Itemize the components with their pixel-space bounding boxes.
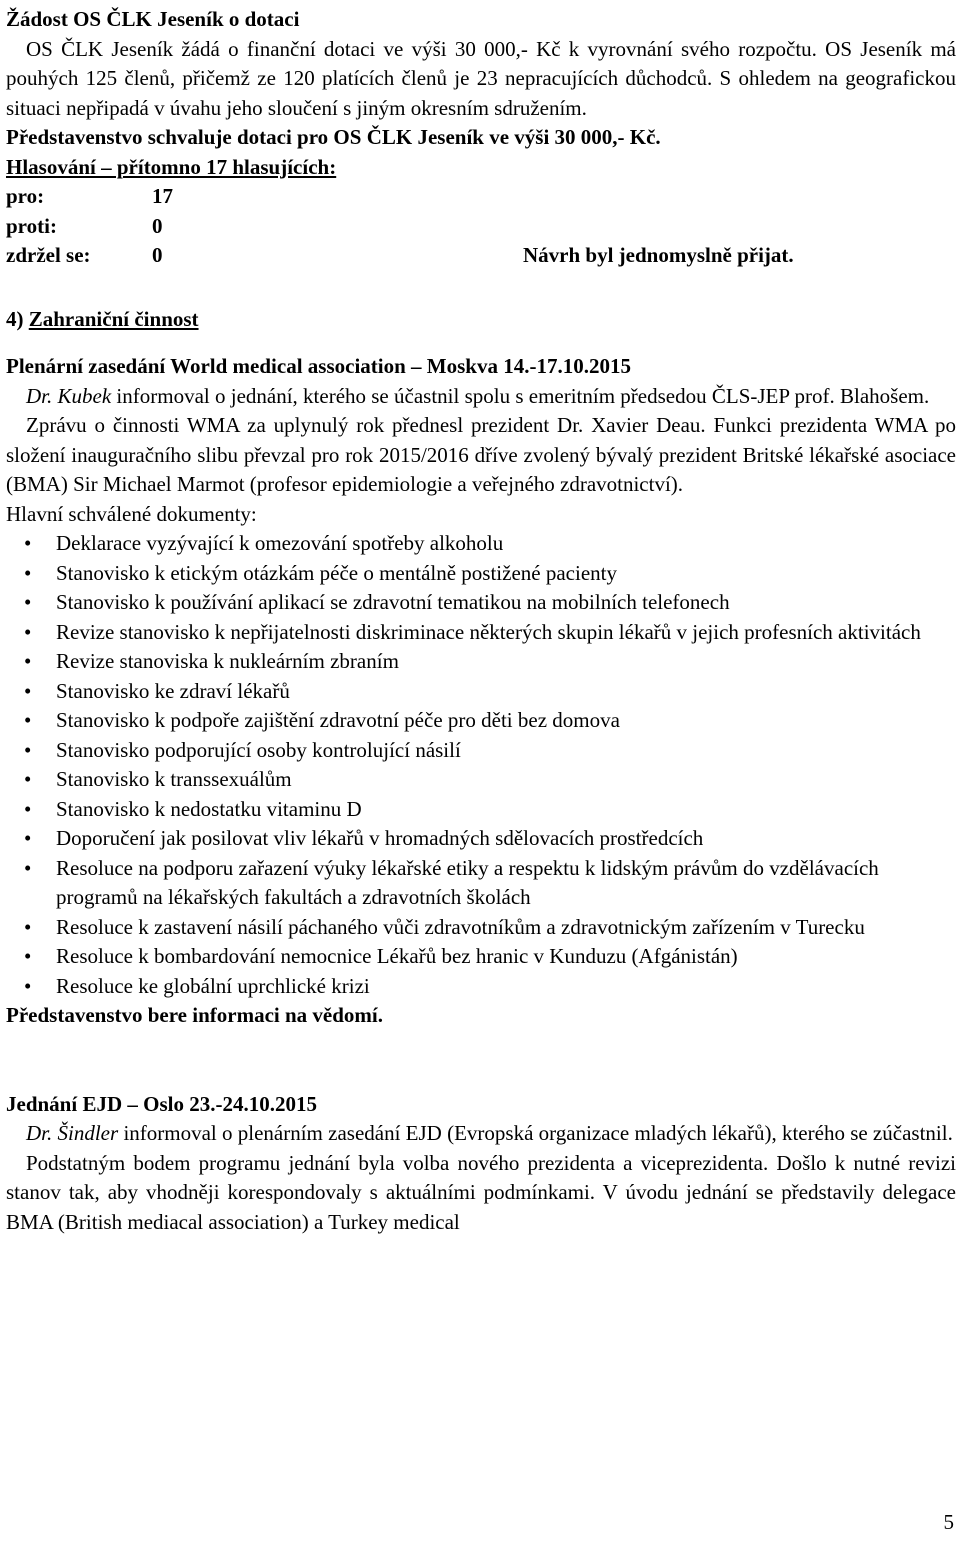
- dotace-resolution: Představenstvo schvaluje dotaci pro OS ČLK Jeseník ve výši 30 000,- Kč.: [6, 125, 661, 149]
- bullet-icon: •: [24, 914, 32, 939]
- vote-heading: Hlasování – přítomno 17 hlasujících:: [6, 154, 337, 179]
- list-item-text: Stanovisko k etickým otázkám péče o mentálně postižené pacienty: [56, 560, 617, 585]
- wma-paragraph-1: [6, 382, 956, 412]
- vote-abstain-label: zdržel se:: [6, 243, 91, 267]
- list-item: [6, 529, 956, 559]
- list-item: [6, 677, 956, 707]
- vote-for-label: pro:: [6, 184, 45, 208]
- list-item-text: Stanovisko podporující osoby kontrolující násilí: [56, 737, 461, 762]
- dotace-paragraph: OS ČLK Jeseník žádá o finanční dotaci ve výši 30 000,- Kč k vyrovnání svého rozpočtu. OS Jeseník má pouhých 125 členů, přičemž ze 120 platících členů je 23 nepracujících důchodců. S ohledem na geografickou situaci nepřipadá v úvahu jeho sloučení s jiným okresním sdružením.: [6, 36, 956, 120]
- docs-list: [6, 529, 956, 1001]
- list-item: [6, 942, 956, 972]
- list-item-text: Stanovisko k nedostatku vitaminu D: [56, 796, 362, 821]
- list-item-text: Revize stanovisko k nepřijatelnosti diskriminace některých skupin lékařů v jejich profesních aktivitách: [56, 619, 921, 644]
- wma-board-note: Představenstvo bere informaci na vědomí.: [6, 1003, 383, 1027]
- list-item: [6, 854, 956, 913]
- page-content: [6, 5, 956, 1237]
- bullet-icon: •: [24, 796, 32, 821]
- list-item: [6, 588, 956, 618]
- list-item: [6, 736, 956, 766]
- list-item-text: Resoluce k zastavení násilí páchaného vůči zdravotníkům a zdravotnickým zařízením v Turecku: [56, 914, 865, 939]
- list-item-text: Stanovisko k transsexuálům: [56, 767, 292, 791]
- section-heading-zahranicni: [6, 305, 956, 335]
- wma-heading: Plenární zasedání World medical association – Moskva 14.-17.10.2015: [6, 354, 631, 378]
- list-item-text: Resoluce ke globální uprchlické krizi: [56, 973, 370, 998]
- list-item: [6, 765, 956, 795]
- list-item-text: Doporučení jak posilovat vliv lékařů v hromadných sdělovacích prostředcích: [56, 826, 704, 850]
- bullet-icon: •: [24, 737, 32, 762]
- bullet-icon: •: [24, 619, 32, 644]
- ejd-heading: Jednání EJD – Oslo 23.-24.10.2015: [6, 1091, 317, 1116]
- page-number: 5: [943, 1510, 954, 1534]
- ejd-paragraph-2: Podstatným bodem programu jednání byla volba nového prezidenta a viceprezidenta. Došlo k nutné revizi stanov tak, aby vhodněji korespondovaly s aktuálními podmínkami. V úvodu jednání se představily delegace BMA (British mediacal association) a Turkey medical: [6, 1150, 956, 1234]
- list-item-text: Deklarace vyzývající k omezování spotřeby alkoholu: [56, 531, 504, 555]
- section-title-zahranicni: Zahraniční činnost: [28, 306, 199, 331]
- ejd-paragraph-1-text: informoval o plenárním zasedání EJD (Evropská organizace mladých lékařů), kterého se zúčastnil.: [118, 1121, 953, 1145]
- vote-row-against: [6, 212, 956, 242]
- bullet-icon: •: [24, 649, 32, 673]
- list-item: [6, 913, 956, 943]
- bullet-icon: •: [24, 678, 32, 703]
- list-item-text: Resoluce k bombardování nemocnice Lékařů bez hranic v Kunduzu (Afgánistán): [56, 944, 738, 968]
- bullet-icon: •: [24, 855, 32, 880]
- wma-speaker: Dr. Kubek: [26, 383, 112, 408]
- list-item: [6, 972, 956, 1002]
- vote-result: Návrh byl jednomyslně přijat.: [523, 243, 794, 267]
- ejd-speaker: Dr. Šindler: [26, 1121, 119, 1145]
- vote-row-for: [6, 182, 956, 212]
- list-item-text: Stanovisko ke zdraví lékařů: [56, 678, 290, 703]
- list-item: [6, 795, 956, 825]
- list-item-text: Revize stanoviska k nukleárním zbraním: [56, 649, 399, 673]
- wma-paragraph-2: Zprávu o činnosti WMA za uplynulý rok přednesl prezident Dr. Xavier Deau. Funkci prezidenta WMA po složení inauguračního slibu převzal pro rok 2015/2016 dříve zvolený bývalý prezident Britské lékařské asociace (BMA) Sir Michael Marmot (profesor epidemiologie a veřejného zdravotnictví).: [6, 413, 956, 496]
- list-item: [6, 824, 956, 854]
- vote-against-value: 0: [152, 213, 163, 238]
- bullet-icon: •: [24, 973, 32, 998]
- ejd-paragraph-1: [6, 1119, 956, 1149]
- bullet-icon: •: [24, 560, 32, 585]
- bullet-icon: •: [24, 531, 32, 555]
- list-item-text: Stanovisko k používání aplikací se zdravotní tematikou na mobilních telefonech: [56, 590, 730, 614]
- docs-heading: Hlavní schválené dokumenty:: [6, 501, 257, 526]
- vote-for-value: 17: [152, 184, 173, 208]
- bullet-icon: •: [24, 590, 32, 614]
- bullet-icon: •: [24, 944, 32, 968]
- vote-against-label: proti:: [6, 213, 57, 238]
- vote-row-abstain: [6, 241, 956, 271]
- bullet-icon: •: [24, 767, 32, 791]
- list-item: [6, 647, 956, 677]
- list-item: [6, 618, 956, 648]
- section-number: 4): [6, 306, 29, 331]
- list-item-text: Resoluce na podporu zařazení výuky lékařské etiky a respektu k lidským právům do vzdělávacích programů na lékařských fakultách a zdravotních školách: [56, 855, 879, 909]
- bullet-icon: •: [24, 826, 32, 850]
- section-title-dotace: Žádost OS ČLK Jeseník o dotaci: [6, 7, 300, 31]
- list-item-text: Stanovisko k podpoře zajištění zdravotní péče pro děti bez domova: [56, 708, 620, 732]
- vote-abstain-value: 0: [152, 243, 163, 267]
- list-item: [6, 706, 956, 736]
- wma-paragraph-1-text: informoval o jednání, kterého se účastnil spolu s emeritním předsedou ČLS-JEP prof. Blahošem.: [111, 383, 930, 408]
- bullet-icon: •: [24, 708, 32, 732]
- list-item: [6, 559, 956, 589]
